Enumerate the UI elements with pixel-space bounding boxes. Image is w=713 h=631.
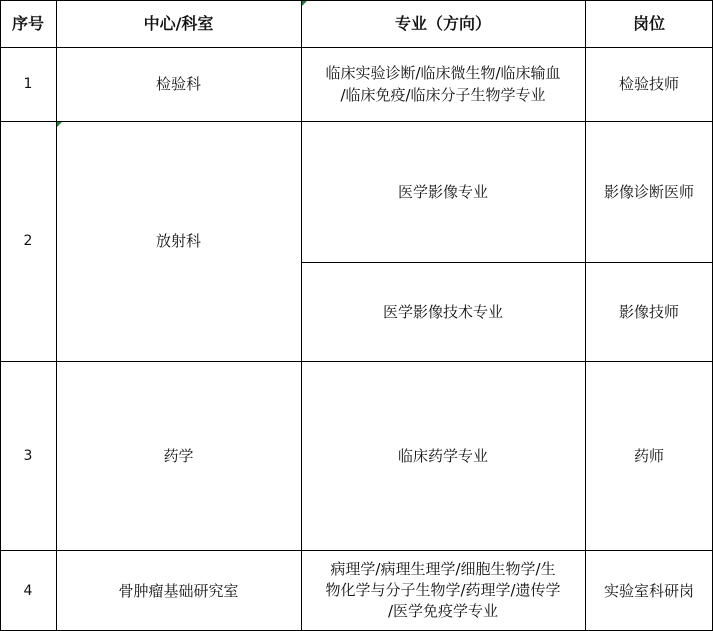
grid-line bbox=[0, 0, 1, 631]
row1-major-line1: 临床实验诊断/临床微生物/临床输血 bbox=[325, 64, 561, 82]
cell-marker-icon bbox=[302, 1, 307, 6]
row1-seq[interactable]: 1 bbox=[23, 76, 33, 92]
row4-major-line3: /医学免疫学专业 bbox=[387, 602, 499, 620]
grid-line bbox=[56, 0, 57, 631]
row4-post[interactable]: 实验室科研岗 bbox=[603, 581, 694, 600]
row4-seq[interactable]: 4 bbox=[23, 582, 33, 599]
row4-dept[interactable]: 骨肿瘤基础研究室 bbox=[118, 581, 239, 600]
row2-seq[interactable]: 2 bbox=[23, 233, 33, 249]
row1-major-line2: /临床免疫/临床分子生物学专业 bbox=[340, 86, 546, 104]
grid-line bbox=[585, 0, 586, 631]
header-seq[interactable]: 序号 bbox=[11, 13, 44, 33]
row2-major-b[interactable]: 医学影像技术专业 bbox=[382, 302, 503, 321]
row3-post[interactable]: 药师 bbox=[633, 446, 664, 465]
row2-post-b[interactable]: 影像技师 bbox=[618, 302, 679, 321]
row2-dept[interactable]: 放射科 bbox=[155, 232, 201, 250]
row2-post-a[interactable]: 影像诊断医师 bbox=[603, 182, 694, 201]
row4-major[interactable] bbox=[301, 550, 585, 631]
row1-dept[interactable]: 检验科 bbox=[155, 75, 201, 93]
grid-line bbox=[0, 550, 713, 551]
grid-line bbox=[301, 262, 713, 263]
cell-marker-icon bbox=[57, 122, 62, 127]
header-major[interactable]: 专业（方向） bbox=[394, 13, 491, 33]
grid-line bbox=[0, 47, 713, 48]
row3-major[interactable]: 临床药学专业 bbox=[397, 446, 488, 465]
row4-major-line1: 病理学/病理生理学/细胞生物学/生 bbox=[330, 560, 556, 578]
grid-line bbox=[0, 361, 713, 362]
header-post[interactable]: 岗位 bbox=[632, 13, 665, 33]
header-dept[interactable]: 中心/科室 bbox=[143, 13, 214, 33]
row2-major-a[interactable]: 医学影像专业 bbox=[397, 182, 488, 201]
row1-post[interactable]: 检验技师 bbox=[618, 75, 679, 93]
grid-line bbox=[0, 0, 713, 1]
grid-line bbox=[301, 0, 302, 631]
row4-major-line2: 物化学与分子生物学/药理学/遗传学 bbox=[325, 581, 561, 599]
grid-line bbox=[0, 121, 713, 122]
row3-dept[interactable]: 药学 bbox=[163, 446, 194, 465]
row1-major[interactable] bbox=[301, 47, 585, 121]
row3-seq[interactable]: 3 bbox=[23, 447, 33, 464]
